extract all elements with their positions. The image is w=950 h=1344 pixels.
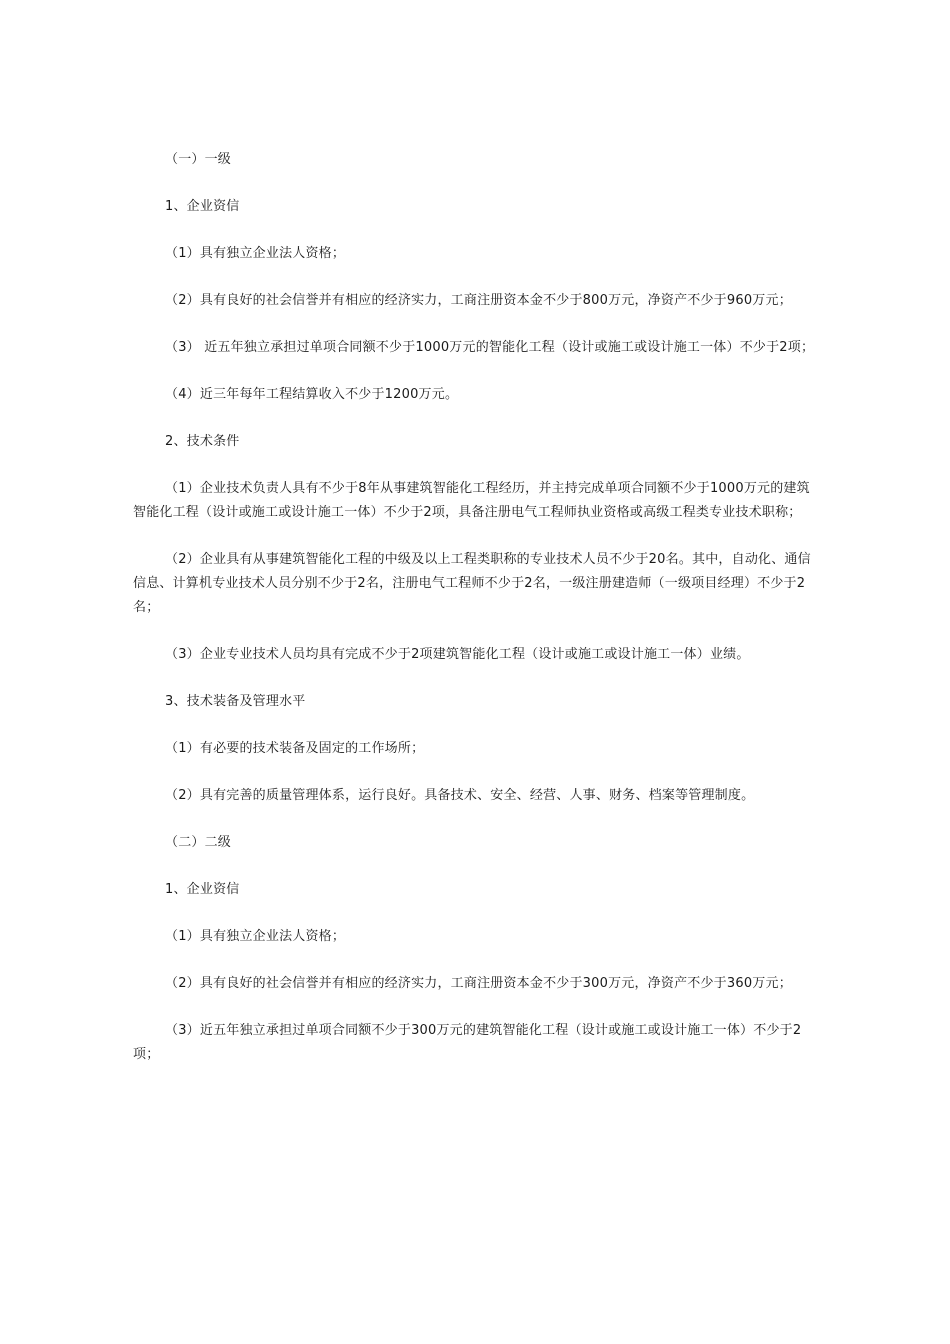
paragraph: （2）企业具有从事建筑智能化工程的中级及以上工程类职称的专业技术人员不少于20名。其中，自动化、通信信息、计算机专业技术人员分别不少于2名，注册电气工程师不少于2名，一级注册建造师（一级项目经理）不少于2名； bbox=[133, 552, 811, 615]
paragraph: （1）有必要的技术装备及固定的工作场所； bbox=[165, 741, 425, 756]
section-equipment-management: 3、技术装备及管理水平 bbox=[165, 694, 306, 709]
paragraph: （2）具有良好的社会信誉并有相应的经济实力，工商注册资本金不少于300万元，净资产不少于360万元； bbox=[165, 976, 792, 991]
paragraph: （3）企业专业技术人员均具有完成不少于2项建筑智能化工程（设计或施工或设计施工一体）业绩。 bbox=[165, 647, 750, 662]
paragraph: （3） 近五年独立承担过单项合同额不少于1000万元的智能化工程（设计或施工或设计施工一体）不少于2项； bbox=[165, 340, 815, 355]
section-enterprise-credit: 1、企业资信 bbox=[165, 199, 240, 214]
heading-grade-2: （二）二级 bbox=[165, 835, 232, 850]
paragraph: （1）具有独立企业法人资格； bbox=[165, 246, 346, 261]
paragraph: （1）企业技术负责人具有不少于8年从事建筑智能化工程经历，并主持完成单项合同额不少于1000万元的建筑智能化工程（设计或施工或设计施工一体）不少于2项，具备注册电气工程师执业资格或高级工程类专业技术职称； bbox=[133, 481, 810, 520]
heading-grade-1: （一）一级 bbox=[165, 152, 232, 167]
paragraph: （4）近三年每年工程结算收入不少于1200万元。 bbox=[165, 387, 459, 402]
section-enterprise-credit: 1、企业资信 bbox=[165, 882, 240, 897]
paragraph: （3）近五年独立承担过单项合同额不少于300万元的建筑智能化工程（设计或施工或设计施工一体）不少于2项； bbox=[133, 1023, 802, 1062]
document-body bbox=[133, 148, 823, 1090]
paragraph: （1）具有独立企业法人资格； bbox=[165, 929, 346, 944]
paragraph: （2）具有良好的社会信誉并有相应的经济实力，工商注册资本金不少于800万元，净资产不少于960万元； bbox=[165, 293, 792, 308]
paragraph: （2）具有完善的质量管理体系，运行良好。具备技术、安全、经营、人事、财务、档案等管理制度。 bbox=[165, 788, 755, 803]
section-technical-conditions: 2、技术条件 bbox=[165, 434, 240, 449]
